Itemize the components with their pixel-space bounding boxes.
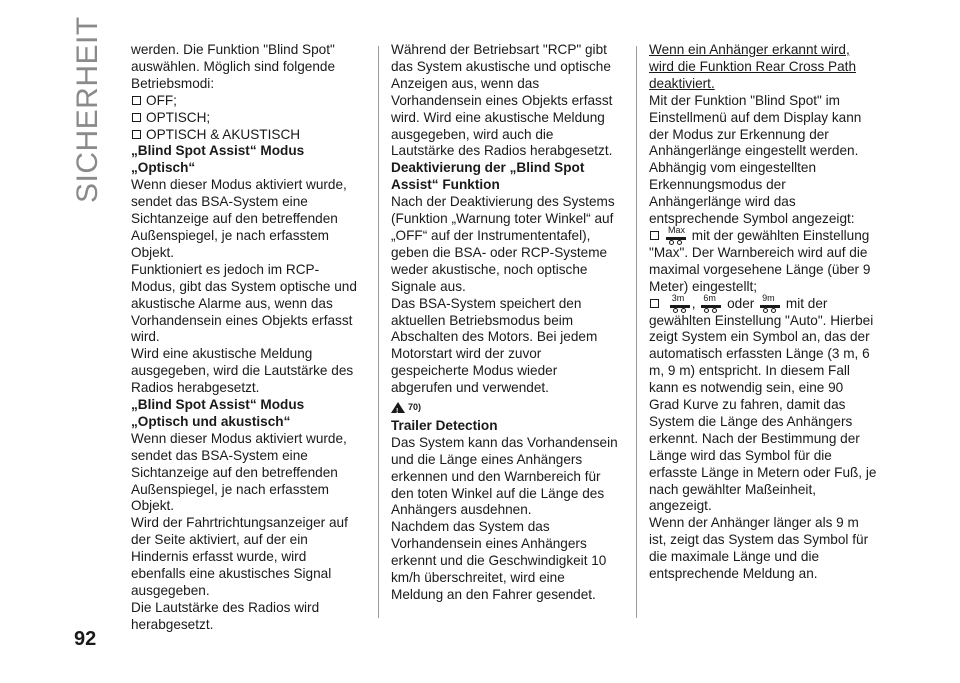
- list-item-max: Max mit der gewählten Einstellung "Max". Der Warnbereich wird auf die maximal vorgesehene Länge (über 9 Meter) eingestellt;: [649, 224, 871, 294]
- paragraph: Das System kann das Vorhandensein und die Länge eines Anhängers erkennen und den Warnbereich für den toten Winkel auf die Länge des Anhängers ausdehnen.: [391, 434, 618, 518]
- section-heading: Deaktivierung der „Blind Spot Assist“ Funktion: [391, 160, 585, 193]
- bullet-square-icon: [132, 130, 141, 139]
- paragraph: Mit der Funktion "Blind Spot" im Einstellmenü auf dem Display kann der Modus zur Erkennung der Anhängerlänge eingestellt werden.: [649, 92, 862, 159]
- paragraph: Wenn der Anhänger länger als 9 m ist, zeigt das System das Symbol für die maximale Länge und die entsprechende Meldung an.: [649, 515, 869, 582]
- column-divider: [636, 46, 637, 618]
- section-heading: „Blind Spot Assist“ Modus „Optisch“: [131, 143, 305, 176]
- paragraph: Das BSA-System speichert den aktuellen Betriebsmodus beim Abschalten des Motors. Bei jedem Motorstart wird der zuvor gespeicherte Modus wieder abgerufen und verwendet.: [391, 295, 598, 396]
- warning-note-ref[interactable]: ! 70): [391, 399, 619, 416]
- list-item: OPTISCH;: [131, 110, 359, 127]
- bullet-square-icon: [132, 96, 141, 105]
- paragraph: Nach der Deaktivierung des Systems (Funktion „Warnung toter Winkel“ auf „OFF“ auf der Instrumententafel), geben die BSA- oder RCP-Systeme weder akustische, noch optische Signale aus.: [391, 194, 615, 294]
- underlined-heading: Wenn ein Anhänger erkannt wird, wird die Funktion Rear Cross Path deaktiviert.: [649, 42, 857, 91]
- list-item: OFF;: [131, 93, 359, 110]
- trailer-3m-icon: 3m: [670, 297, 690, 311]
- column-divider: [378, 46, 379, 618]
- warning-triangle-icon: [391, 402, 405, 413]
- paragraph: Wenn dieser Modus aktiviert wurde, sendet das BSA-System eine Sichtanzeige auf den betreffenden Außenspiegel, je nach erfasstem Objekt.: [131, 177, 347, 260]
- paragraph: Während der Betriebsart "RCP" gibt das System akustische und optische Anzeigen aus, wenn das Vorhandensein eines Objekts erfasst wird. Wird eine akustische Meldung ausgegeben, wird auch die Lautstärke des Radios herabgesetzt.: [391, 42, 613, 159]
- trailer-max-icon: Max: [666, 229, 686, 243]
- text-column-1: [131, 42, 359, 634]
- paragraph: Wird der Fahrtrichtungsanzeiger auf der Seite aktiviert, auf der ein Hindernis erfasst wurde, wird ebenfalls eine akustisches Signal ausgegeben.: [131, 515, 348, 598]
- page-number: 92: [74, 628, 97, 650]
- bullet-square-icon: [650, 231, 659, 240]
- text-column-3: [649, 42, 877, 583]
- section-heading: „Blind Spot Assist“ Modus „Optisch und akustisch“: [131, 397, 305, 429]
- paragraph: Funktioniert es jedoch im RCP-Modus, gibt das System optische und akustische Alarme aus, wenn das Vorhandensein eines Objekts erfasst wird.: [131, 261, 357, 345]
- paragraph: Nachdem das System das Vorhandensein eines Anhängers erkennt und die Geschwindigkeit 10 km/h überschreitet, wird eine Meldung an den Fahrer gesendet.: [391, 519, 607, 602]
- list-item: OPTISCH & AKUSTISCH: [131, 127, 359, 144]
- bullet-square-icon: [650, 299, 659, 308]
- section-heading: Trailer Detection: [391, 417, 498, 433]
- paragraph: Wenn dieser Modus aktiviert wurde, sendet das BSA-System eine Sichtanzeige auf den betreffenden Außenspiegel, je nach erfasstem Objekt.: [131, 430, 347, 514]
- paragraph: werden. Die Funktion "Blind Spot" auswählen. Möglich sind folgende Betriebsmodi:: [131, 42, 336, 91]
- section-title: SICHERHEIT: [71, 16, 104, 204]
- trailer-6m-icon: 6m: [701, 297, 721, 311]
- bullet-square-icon: [132, 113, 141, 122]
- list-item-auto: 3m , 6m oder 9m mit der gewählten Einstellung "Auto". Hierbei zeigt System ein Symbol an, das der automatisch erfassten Länge (3 m, 6 m, 9 m) entspricht. In diesem Fall kann es notwendig sein, eine 90 Grad Kurve zu fahren, damit das System die Länge des Anhängers erkennt. Nach der Bestimmung der Länge wird das Symbol für die erfasste Länge in Metern oder Fuß, je nach gewählter Maßeinheit, angezeigt.: [649, 292, 877, 514]
- paragraph: Wird eine akustische Meldung ausgegeben, wird die Lautstärke des Radios herabgesetzt.: [131, 346, 354, 396]
- paragraph: Abhängig vom eingestellten Erkennungsmodus der Anhängerlänge wird das entsprechende Symbol angezeigt:: [649, 160, 855, 227]
- text-column-2: [391, 42, 619, 604]
- paragraph: Die Lautstärke des Radios wird herabgesetzt.: [131, 599, 320, 632]
- trailer-9m-icon: 9m: [760, 297, 780, 311]
